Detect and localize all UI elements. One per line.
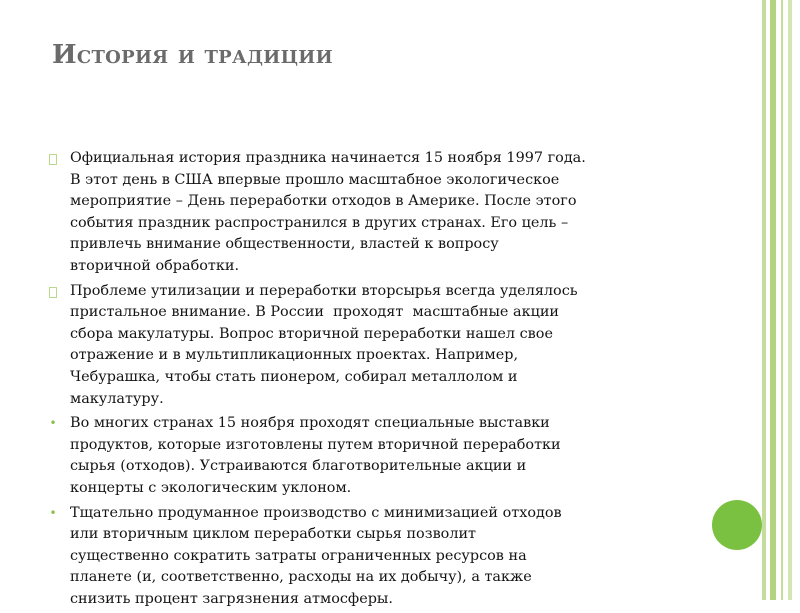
- list-item-line: продуктов, которые изготовлены путем вторичной переработки: [70, 436, 561, 453]
- list-item-line: отражение и в мультипликационных проектах. Например,: [70, 347, 519, 364]
- list-item: [46, 148, 696, 278]
- bullet-box-icon: [46, 148, 60, 173]
- border-stripe: [770, 0, 776, 600]
- list-item-line: В этот день в США впервые прошло масштабное экологическое: [70, 171, 560, 188]
- list-item-line: Официальная история праздника начинается 15 ноября 1997 года.: [70, 150, 586, 166]
- slide-title: История и традиции: [52, 40, 333, 70]
- list-item: [46, 281, 696, 411]
- list-item-line: пристальное внимание. В России проходят масштабные акции: [70, 304, 560, 321]
- list-item: [46, 503, 696, 611]
- bullet-dot-icon: •: [49, 416, 57, 431]
- list-item-line: концерты с экологическим уклоном.: [70, 479, 352, 496]
- list-item-line: существенно сократить затраты ограниченных ресурсов на: [70, 547, 527, 564]
- border-stripe: [781, 0, 783, 600]
- decorative-circle: [712, 500, 762, 550]
- bullet-list: [46, 148, 696, 613]
- list-item-line: или вторичным циклом переработки сырья позволит: [70, 526, 477, 543]
- list-item-line: вторичной обработки.: [70, 257, 240, 274]
- list-item-line: Чебурашка, чтобы стать пионером, собирал металлолом и: [70, 368, 518, 385]
- border-stripe: [788, 0, 792, 600]
- list-item-line: Проблеме утилизации и переработки вторсырья всегда уделялось: [70, 282, 578, 299]
- list-item-line: Тщательно продуманное производство с минимизацией отходов: [70, 504, 562, 521]
- list-item-line: Во многих странах 15 ноября проходят специальные выставки: [70, 415, 550, 432]
- bullet-box-icon: [46, 281, 60, 306]
- list-item-line: снизить процент загрязнения атмосферы.: [70, 590, 393, 607]
- list-item-line: привлечь внимание общественности, властей к вопросу: [70, 236, 499, 253]
- list-item-line: мероприятие – День переработки отходов в Америке. После этого: [70, 193, 577, 210]
- list-item-line: сбора макулатуры. Вопрос вторичной переработки нашел свое: [70, 325, 553, 342]
- border-stripe: [762, 0, 766, 600]
- list-item-line: макулатуру.: [70, 390, 164, 407]
- list-item-line: события праздник распространился в других странах. Его цель –: [70, 214, 569, 231]
- list-item: [46, 413, 696, 499]
- list-item-line: сырья (отходов). Устраиваются благотворительные акции и: [70, 458, 527, 475]
- list-item-line: планете (и, соответственно, расходы на их добычу), а также: [70, 569, 532, 586]
- bullet-dot-icon: •: [49, 505, 57, 520]
